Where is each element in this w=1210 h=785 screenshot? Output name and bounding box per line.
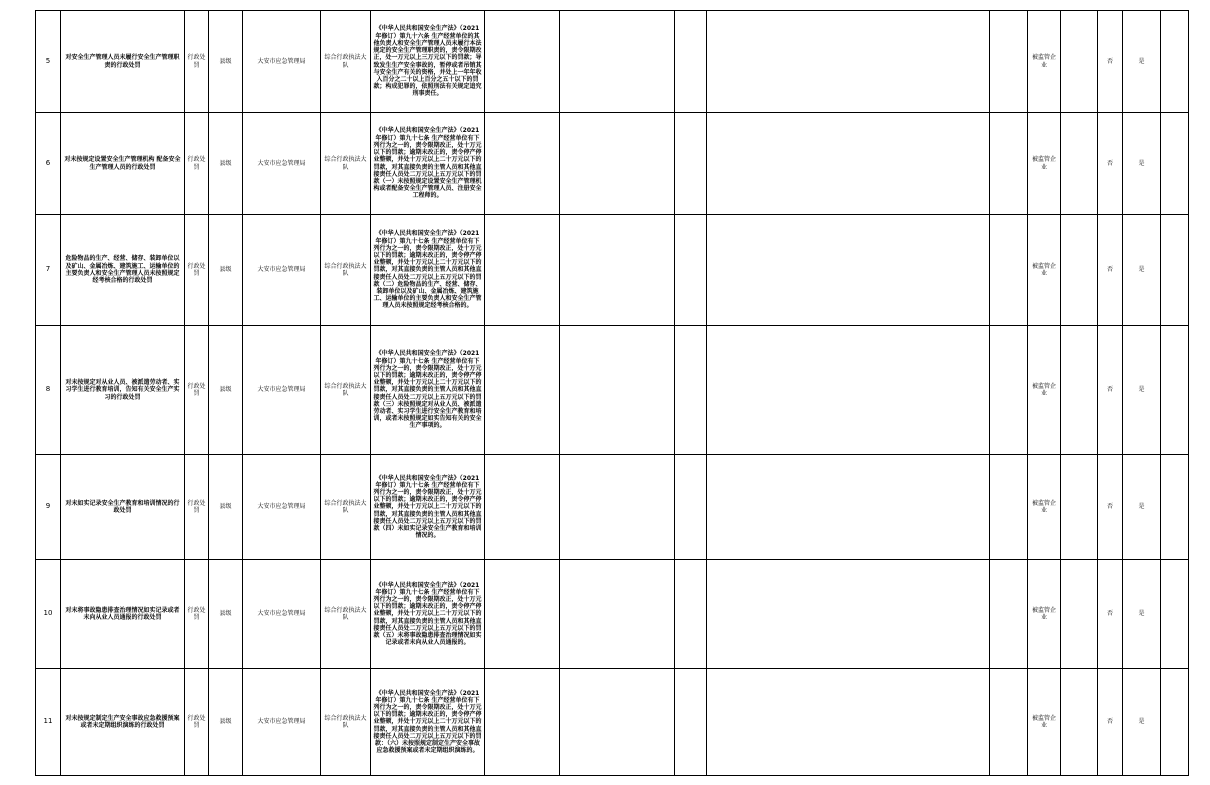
legal-basis: 《中华人民共和国安全生产法》（2021年修订）第九十七条 生产经营单位有下列行为之一的，责令限期改正，处十万元以下的罚款；逾期未改正的，责令停产停业整顿，并处十万元以上二十万元以下的罚款，对其直接负责的主管人员和其他直接责任人员处二万元以上五万元以下的罚款：（六）未按照规定制定生产安全事故应急救援预案或者未定期组织演练的。: [371, 669, 485, 776]
table-row: [36, 669, 1189, 776]
item-category: 行政处罚: [185, 669, 209, 776]
enforcement-table: [35, 10, 1189, 776]
empty-cell: [1061, 326, 1098, 455]
table-row: [36, 326, 1189, 455]
item-category: 行政处罚: [185, 11, 209, 113]
empty-cell: [1061, 215, 1098, 326]
item-category: 行政处罚: [185, 215, 209, 326]
empty-cell: [1061, 113, 1098, 215]
item-target: 被监管企业: [1028, 455, 1061, 560]
empty-cell: [560, 326, 675, 455]
empty-cell: [1161, 11, 1189, 113]
flag-b: 是: [1123, 455, 1161, 560]
row-number: 7: [36, 215, 61, 326]
flag-b: 是: [1123, 113, 1161, 215]
item-name: 对未将事故隐患排查治理情况如实记录或者未向从业人员通报的行政处罚: [61, 560, 185, 669]
item-unit: 综合行政执法大队: [321, 11, 371, 113]
empty-cell: [707, 669, 990, 776]
empty-cell: [1161, 326, 1189, 455]
table-row: [36, 455, 1189, 560]
item-department: 大安市应急管理局: [243, 215, 321, 326]
empty-cell: [707, 560, 990, 669]
item-name: 对安全生产管理人员未履行安全生产管理职责的行政处罚: [61, 11, 185, 113]
flag-b: 是: [1123, 11, 1161, 113]
item-unit: 综合行政执法大队: [321, 113, 371, 215]
item-department: 大安市应急管理局: [243, 326, 321, 455]
item-name: 对未按规定对从业人员、被派遣劳动者、实习学生进行教育培训，告知有关安全生产实习的行政处罚: [61, 326, 185, 455]
item-level: 县级: [209, 669, 243, 776]
table-row: [36, 11, 1189, 113]
empty-cell: [675, 560, 707, 669]
item-department: 大安市应急管理局: [243, 113, 321, 215]
empty-cell: [1061, 455, 1098, 560]
legal-basis: 《中华人民共和国安全生产法》（2021年修订）第九十七条 生产经营单位有下列行为之一的，责令限期改正，处十万元以下的罚款；逾期未改正的，责令停产停业整顿，并处十万元以上二十万元以下的罚款，对其直接负责的主管人员和其他直接责任人员处二万元以上五万元以下的罚款（二）危险物品的生产、经营、储存、装卸单位以及矿山、金属冶炼、建筑施工、运输单位的主要负责人和安全生产管理人员未按照规定经考核合格的。: [371, 215, 485, 326]
item-unit: 综合行政执法大队: [321, 669, 371, 776]
item-unit: 综合行政执法大队: [321, 326, 371, 455]
empty-cell: [990, 215, 1028, 326]
empty-cell: [1161, 113, 1189, 215]
item-name: 对未按规定制定生产安全事故应急救援预案或者未定期组织演练的行政处罚: [61, 669, 185, 776]
item-name: 危险物品的生产、经营、储存、装卸单位以及矿山、金属冶炼、建筑施工、运输单位的主要负责人和安全生产管理人员未按照规定经考核合格的行政处罚: [61, 215, 185, 326]
empty-cell: [675, 113, 707, 215]
item-level: 县级: [209, 215, 243, 326]
empty-cell: [1061, 669, 1098, 776]
empty-cell: [560, 669, 675, 776]
empty-cell: [560, 560, 675, 669]
item-name: 对未如实记录安全生产教育和培训情况的行政处罚: [61, 455, 185, 560]
empty-cell: [675, 215, 707, 326]
flag-b: 是: [1123, 215, 1161, 326]
empty-cell: [675, 669, 707, 776]
empty-cell: [707, 455, 990, 560]
item-department: 大安市应急管理局: [243, 560, 321, 669]
row-number: 9: [36, 455, 61, 560]
item-level: 县级: [209, 560, 243, 669]
item-level: 县级: [209, 113, 243, 215]
empty-cell: [1061, 11, 1098, 113]
item-category: 行政处罚: [185, 326, 209, 455]
empty-cell: [675, 11, 707, 113]
empty-cell: [485, 455, 560, 560]
empty-cell: [990, 326, 1028, 455]
empty-cell: [1161, 669, 1189, 776]
item-target: 被监管企业: [1028, 11, 1061, 113]
flag-a: 否: [1098, 326, 1123, 455]
legal-basis: 《中华人民共和国安全生产法》（2021年修订）第九十七条 生产经营单位有下列行为之一的，责令限期改正，处十万元以下的罚款；逾期未改正的，责令停产停业整顿，并处十万元以上二十万元以下的罚款，对其直接负责的主管人员和其他直接责任人员处二万元以上五万元以下的罚款（四）未如实记录安全生产教育和培训情况的。: [371, 455, 485, 560]
item-unit: 综合行政执法大队: [321, 455, 371, 560]
flag-b: 是: [1123, 560, 1161, 669]
row-number: 6: [36, 113, 61, 215]
empty-cell: [707, 215, 990, 326]
item-level: 县级: [209, 455, 243, 560]
item-department: 大安市应急管理局: [243, 669, 321, 776]
empty-cell: [990, 560, 1028, 669]
empty-cell: [485, 560, 560, 669]
item-level: 县级: [209, 11, 243, 113]
row-number: 10: [36, 560, 61, 669]
empty-cell: [485, 11, 560, 113]
empty-cell: [485, 669, 560, 776]
empty-cell: [675, 455, 707, 560]
flag-a: 否: [1098, 669, 1123, 776]
flag-a: 否: [1098, 560, 1123, 669]
legal-basis: 《中华人民共和国安全生产法》（2021年修订）第九十六条 生产经营单位的其他负责人和安全生产管理人员未履行本法规定的安全生产管理职责的，责令限期改正，处一万元以上三万元以下的罚款；导致发生生产安全事故的，暂停或者吊销其与安全生产有关的资格，并处上一年年收入百分之二十以上百分之五十以下的罚款；构成犯罪的，依照刑法有关规定追究刑事责任。: [371, 11, 485, 113]
item-department: 大安市应急管理局: [243, 455, 321, 560]
empty-cell: [485, 113, 560, 215]
item-level: 县级: [209, 326, 243, 455]
row-number: 8: [36, 326, 61, 455]
empty-cell: [990, 455, 1028, 560]
empty-cell: [990, 11, 1028, 113]
legal-basis: 《中华人民共和国安全生产法》（2021年修订）第九十七条 生产经营单位有下列行为之一的，责令限期改正，处十万元以下的罚款；逾期未改正的，责令停产停业整顿，并处十万元以上二十万元以下的罚款，对其直接负责的主管人员和其他直接责任人员处二万元以上五万元以下的罚款（三）未按照规定对从业人员、被派遣劳动者、实习学生进行安全生产教育和培训，或者未按照规定如实告知有关的安全生产事项的。: [371, 326, 485, 455]
empty-cell: [990, 113, 1028, 215]
empty-cell: [485, 215, 560, 326]
empty-cell: [675, 326, 707, 455]
item-target: 被监管企业: [1028, 326, 1061, 455]
flag-b: 是: [1123, 326, 1161, 455]
empty-cell: [1161, 455, 1189, 560]
flag-a: 否: [1098, 455, 1123, 560]
item-category: 行政处罚: [185, 113, 209, 215]
item-name: 对未按规定设置安全生产管理机构 配备安全生产管理人员的行政处罚: [61, 113, 185, 215]
row-number: 5: [36, 11, 61, 113]
empty-cell: [1161, 215, 1189, 326]
empty-cell: [485, 326, 560, 455]
table-row: [36, 560, 1189, 669]
empty-cell: [1161, 560, 1189, 669]
empty-cell: [707, 11, 990, 113]
flag-b: 是: [1123, 669, 1161, 776]
empty-cell: [560, 11, 675, 113]
legal-basis: 《中华人民共和国安全生产法》（2021年修订）第九十七条 生产经营单位有下列行为之一的，责令限期改正，处十万元以下的罚款；逾期未改正的，责令停产停业整顿，并处十万元以上二十万元以下的罚款，对其直接负责的主管人员和其他直接责任人员处二万元以上五万元以下的罚款（一）未按照规定设置安全生产管理机构或者配备安全生产管理人员、注册安全工程师的。: [371, 113, 485, 215]
empty-cell: [707, 326, 990, 455]
item-unit: 综合行政执法大队: [321, 215, 371, 326]
empty-cell: [990, 669, 1028, 776]
legal-basis: 《中华人民共和国安全生产法》（2021年修订）第九十七条 生产经营单位有下列行为之一的，责令限期改正，处十万元以下的罚款；逾期未改正的，责令停产停业整顿，并处十万元以上二十万元以下的罚款，对其直接负责的主管人员和其他直接责任人员处二万元以上五万元以下的罚款（五）未将事故隐患排查治理情况如实记录或者未向从业人员通报的。: [371, 560, 485, 669]
flag-a: 否: [1098, 113, 1123, 215]
item-target: 被监管企业: [1028, 215, 1061, 326]
flag-a: 否: [1098, 215, 1123, 326]
item-department: 大安市应急管理局: [243, 11, 321, 113]
empty-cell: [560, 113, 675, 215]
flag-a: 否: [1098, 11, 1123, 113]
item-category: 行政处罚: [185, 455, 209, 560]
item-category: 行政处罚: [185, 560, 209, 669]
table-row: [36, 113, 1189, 215]
item-target: 被监管企业: [1028, 113, 1061, 215]
item-target: 被监管企业: [1028, 669, 1061, 776]
item-unit: 综合行政执法大队: [321, 560, 371, 669]
item-target: 被监管企业: [1028, 560, 1061, 669]
row-number: 11: [36, 669, 61, 776]
table-row: [36, 215, 1189, 326]
empty-cell: [560, 215, 675, 326]
empty-cell: [707, 113, 990, 215]
empty-cell: [560, 455, 675, 560]
empty-cell: [1061, 560, 1098, 669]
